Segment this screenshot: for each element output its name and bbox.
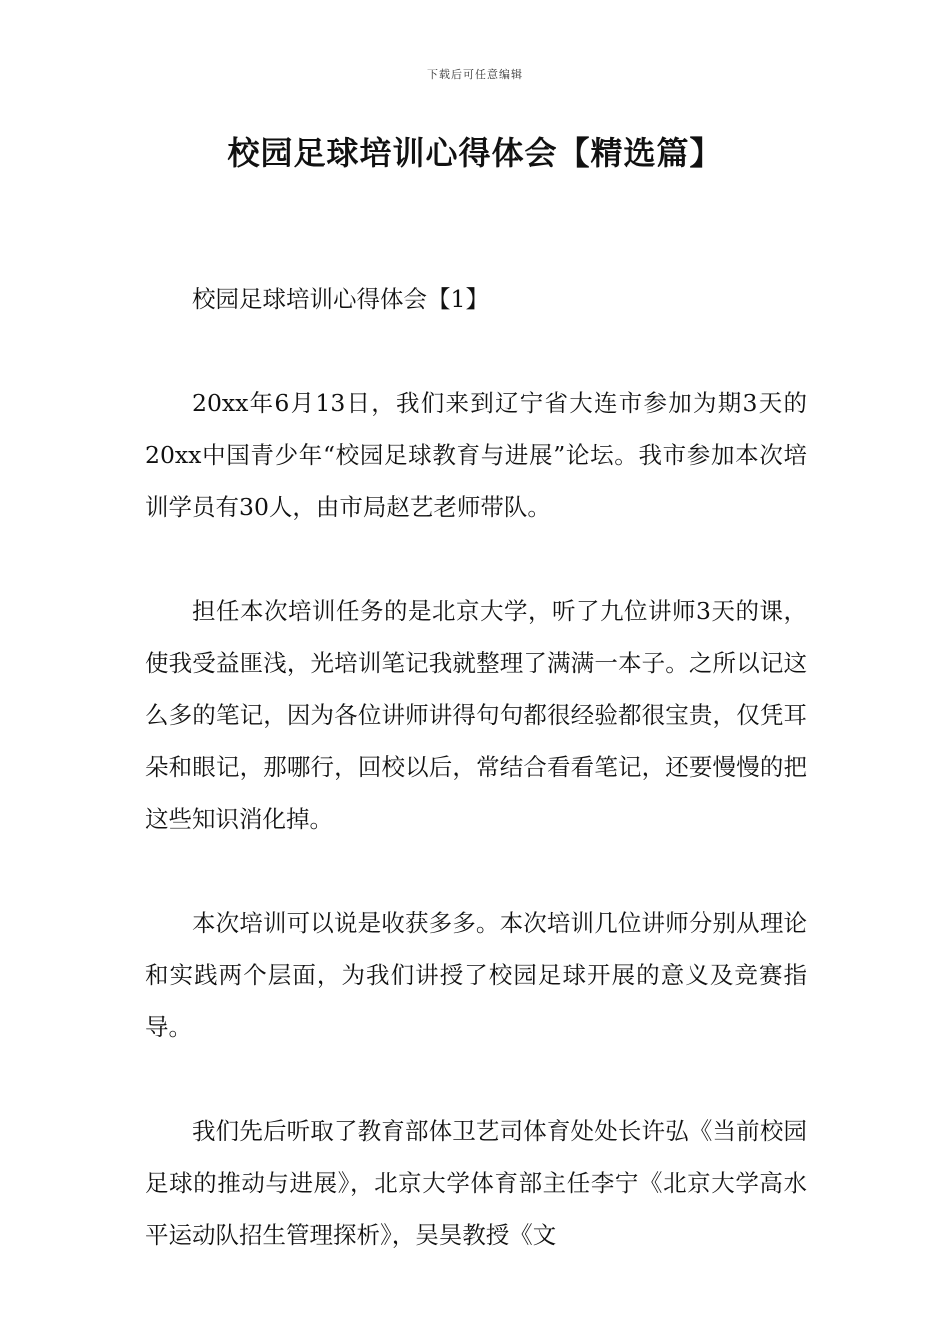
- document-title: 校园足球培训心得体会【精选篇】: [227, 134, 723, 172]
- paragraph: 担任本次培训任务的是北京大学，听了九位讲师3天的课，使我受益匪浅，光培训笔记我就整理了满满一本子。之所以记这么多的笔记，因为各位讲师讲得句句都很经验都很宝贵，仅凭耳朵和眼记，那哪行，回校以后，常结合看看笔记，还要慢慢的把这些知识消化掉。: [145, 597, 807, 833]
- section-heading: 校园足球培训心得体会【1】: [192, 285, 489, 313]
- document-body: [145, 273, 807, 1313]
- paragraph: 我们先后听取了教育部体卫艺司体育处处长许弘《当前校园足球的推动与进展》，北京大学体育部主任李宁《北京大学高水平运动队招生管理探析》，吴昊教授《文: [145, 1117, 807, 1249]
- paragraph: 本次培训可以说是收获多多。本次培训几位讲师分别从理论和实践两个层面，为我们讲授了校园足球开展的意义及竞赛指导。: [145, 909, 807, 1041]
- header-note: 下载后可任意编辑: [427, 68, 523, 81]
- paragraph: 20xx年6月13日，我们来到辽宁省大连市参加为期3天的20xx中国青少年“校园足球教育与进展”论坛。我市参加本次培训学员有30人，由市局赵艺老师带队。: [145, 389, 807, 521]
